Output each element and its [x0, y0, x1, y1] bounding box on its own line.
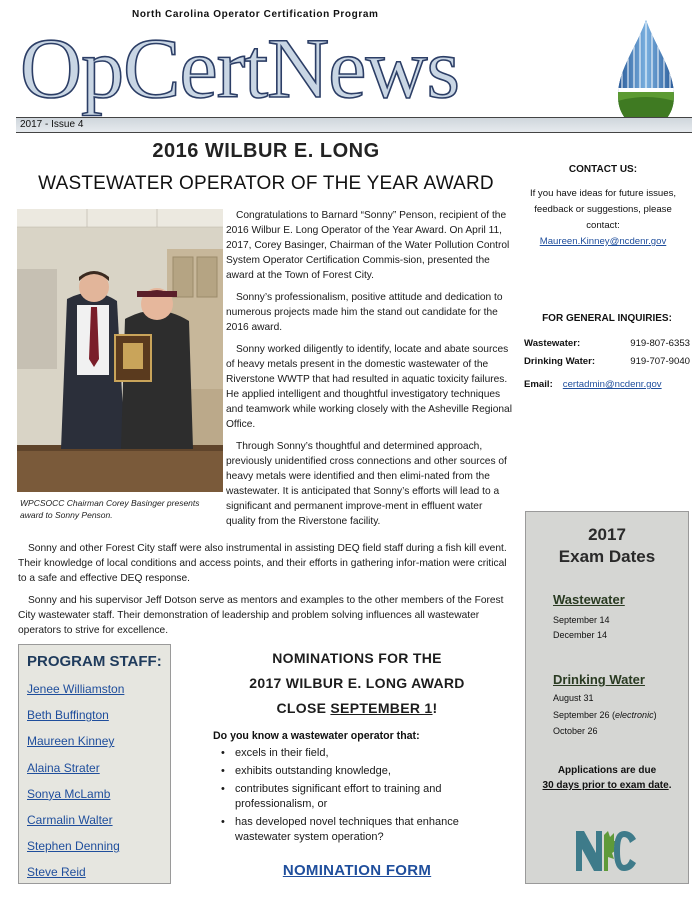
- exam-dates-box: [525, 511, 689, 884]
- issue-label: 2017 - Issue 4: [20, 119, 84, 130]
- contact-section: [517, 164, 689, 250]
- exam-drinking-water-title: Drinking Water: [553, 672, 645, 687]
- nominations-criterion: • exhibits outstanding knowledge,: [221, 764, 511, 779]
- drinking-water-label: Drinking Water:: [524, 356, 596, 367]
- program-staff-list: [27, 682, 124, 892]
- award-photo: [17, 209, 223, 492]
- nominations-close-date: SEPTEMBER 1: [330, 700, 433, 716]
- staff-member-name[interactable]: Steve Reid: [27, 865, 86, 880]
- applications-end: .: [668, 780, 672, 791]
- exam-date: August 31: [553, 693, 594, 703]
- applications-line2: 30 days prior to exam date: [542, 780, 669, 791]
- article-paragraph: Sonny and his supervisor Jeff Dotson serve as mentors and examples to the other members of the Forest City wastewater staff. Their demonstration of leadership and problem solving influences all wastewater operators to strive for excellence.: [18, 595, 504, 636]
- exam-date: October 26: [553, 726, 598, 736]
- staff-member-name[interactable]: Carmalin Walter: [27, 812, 113, 827]
- nominations-close-prefix: CLOSE: [276, 700, 331, 716]
- nomination-form-link[interactable]: NOMINATION FORM: [282, 862, 432, 879]
- article-paragraph: Congratulations to Barnard “Sonny” Penson, recipient of the 2016 Wilbur E. Long Operator of the Year Award. On April 11, 2017, Corey Basinger, Chairman of the Water Pollution Control System Operator Certification Commis-sion, presented the award at the Town of Forest City.: [226, 210, 510, 281]
- masthead-title: OpCertNews: [20, 20, 460, 116]
- program-name: North Carolina Operator Certification Program: [132, 9, 379, 20]
- wastewater-phone-row: [524, 338, 690, 349]
- email-label: Email:: [524, 379, 553, 390]
- exam-date: December 14: [553, 630, 608, 640]
- applications-line1: Applications are due: [557, 765, 657, 776]
- general-inquiries: [524, 313, 690, 390]
- program-staff-title: PROGRAM STAFF:: [27, 653, 162, 670]
- article-paragraph: Sonny worked diligently to identify, locate and abate sources of heavy metals present in the domestic wastewater of the Riverstone WWTP that had resulted in aquatic toxicity failures. He applied intelligent and thoughtful investigatory techniques and teamwork while working closely with the Asheville Regional Office.: [226, 344, 512, 430]
- exam-dates-title: [526, 524, 688, 568]
- headline-line2: WASTEWATER OPERATOR OF THE YEAR AWARD: [38, 173, 494, 194]
- exam-date: September 14: [553, 615, 610, 625]
- exam-wastewater-title: Wastewater: [553, 592, 625, 607]
- drinking-water-phone: 919-707-9040: [630, 356, 690, 367]
- nominations-criterion: • contributes significant effort to training and professionalism, or: [221, 782, 511, 812]
- issue-bar: [16, 117, 692, 133]
- nominations-criterion: • has developed novel techniques that enhance wastewater system operation?: [221, 815, 511, 845]
- exam-dates-heading: Exam Dates: [558, 547, 656, 566]
- staff-member-link[interactable]: [27, 761, 124, 787]
- exam-date-note: electronic: [615, 710, 654, 720]
- wastewater-label: Wastewater:: [524, 338, 581, 349]
- wastewater-phone: 919-807-6353: [630, 338, 690, 349]
- staff-member-name[interactable]: Beth Buffington: [27, 708, 109, 723]
- staff-member-link[interactable]: [27, 734, 124, 760]
- contact-email-link[interactable]: Maureen.Kinney@ncdenr.gov: [539, 236, 667, 247]
- nominations-criterion: • excels in their field,: [221, 746, 511, 761]
- nominations-question: Do you know a wastewater operator that:: [213, 730, 420, 742]
- contact-title: CONTACT US:: [568, 164, 638, 175]
- staff-member-link[interactable]: [27, 682, 124, 708]
- staff-member-link[interactable]: [27, 839, 124, 865]
- nc-logo-icon: [574, 827, 638, 873]
- article-paragraph: Through Sonny’s thoughtful and determined approach, previously unidentified cross connections and other sources of heavy metals were identified and then elimi-nated from the wastewater. It is anticipated that Sonny’s efforts will lead to a significant and permanent improve-ment in effluent water quality from the Riverstone facility.: [226, 441, 507, 527]
- staff-member-link[interactable]: [27, 708, 124, 734]
- staff-member-name[interactable]: Jenee Williamston: [27, 682, 125, 696]
- program-staff-box: [18, 644, 171, 884]
- staff-member-name[interactable]: Maureen Kinney: [27, 734, 115, 749]
- exam-date-electronic: [553, 710, 657, 720]
- contact-text: [517, 186, 689, 250]
- staff-member-name[interactable]: Alaina Strater: [27, 760, 100, 775]
- nominations-line3: [198, 696, 516, 721]
- general-inquiries-title: FOR GENERAL INQUIRIES:: [542, 313, 672, 324]
- article-column-full: [18, 541, 512, 645]
- nominations-line1: NOMINATIONS FOR THE: [272, 650, 442, 666]
- award-photo-illustration: [17, 209, 223, 492]
- nominations-heading: [198, 646, 516, 721]
- email-row: [524, 379, 690, 390]
- nominations-criteria-list: [221, 746, 511, 848]
- exam-date-end: ): [653, 710, 657, 720]
- general-email-link[interactable]: certadmin@ncdenr.gov: [562, 379, 662, 390]
- staff-member-link[interactable]: [27, 865, 124, 891]
- nominations-line2: 2017 WILBUR E. LONG AWARD: [249, 675, 465, 691]
- photo-caption: WPCSOCC Chairman Corey Basinger presents award to Sonny Penson.: [20, 498, 200, 520]
- water-drop-logo: [614, 18, 678, 132]
- exam-dates-year: 2017: [588, 525, 626, 544]
- staff-member-name[interactable]: Sonya McLamb: [27, 786, 111, 801]
- article-paragraph: Sonny’s professionalism, positive attitude and dedication to numerous projects made him the stand out candidate for the 2016 award.: [226, 292, 503, 333]
- applications-note: [526, 763, 688, 793]
- staff-member-link[interactable]: [27, 813, 124, 839]
- article-paragraph: Sonny and other Forest City staff were also instrumental in assisting DEQ field staff during a fish kill event. Their knowledge of local conditions and access points, and their efforts in gathering infor-mation were critical to a safe and effective DEQ response.: [18, 543, 507, 584]
- headline-line1: 2016 WILBUR E. LONG: [152, 140, 380, 162]
- nominations-close-suffix: !: [432, 700, 438, 716]
- staff-member-link[interactable]: [27, 787, 124, 813]
- drinking-water-phone-row: [524, 356, 690, 367]
- staff-member-name[interactable]: Stephen Denning: [27, 839, 120, 854]
- article-column-right: [226, 208, 512, 536]
- contact-description: If you have ideas for future issues, feedback or suggestions, please contact:: [529, 188, 677, 231]
- exam-date-main: September 26 (: [553, 710, 616, 720]
